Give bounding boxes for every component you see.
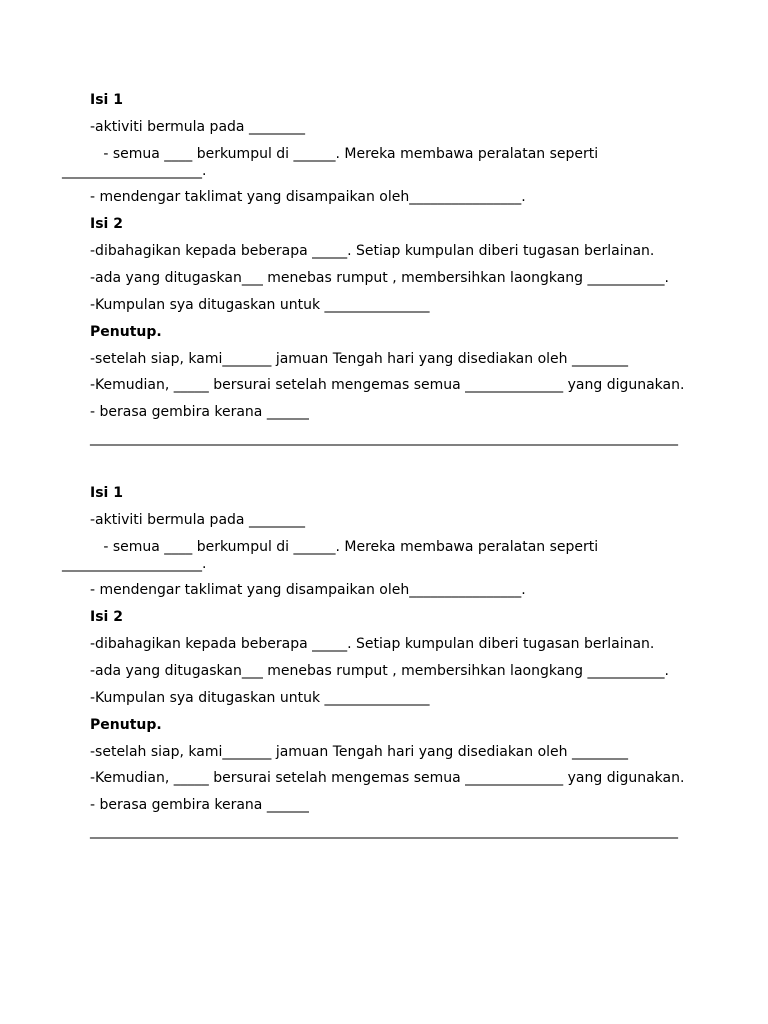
text-line: - mendengar taklimat yang disampaikan oleh________________. [90,582,526,598]
text-line: - mendengar taklimat yang disampaikan oleh________________. [90,189,526,205]
text-line-continuation: ____________________. [62,556,207,572]
isi-2-heading: Isi 2 [90,216,123,232]
text-line: - berasa gembira kerana ______ [90,404,309,420]
text-line: -Kemudian, _____ bersurai setelah mengemas semua ______________ yang digunakan. [90,377,685,393]
text-line: -Kumpulan sya ditugaskan untuk _______________ [90,690,430,706]
text-line: -aktiviti bermula pada ________ [90,119,305,135]
text-line-continuation: ____________________. [62,163,207,179]
isi-1-heading: Isi 1 [90,92,123,108]
text-line: - berasa gembira kerana ______ [90,797,309,813]
isi-1-heading: Isi 1 [90,485,123,501]
text-line: -Kemudian, _____ bersurai setelah mengemas semua ______________ yang digunakan. [90,770,685,786]
text-line: -Kumpulan sya ditugaskan untuk _______________ [90,297,430,313]
blank-answer-line: ____________________________________________________________________________________ [90,823,678,839]
text-line: -setelah siap, kami_______ jamuan Tengah hari yang disediakan oleh ________ [90,351,628,367]
isi-2-heading: Isi 2 [90,609,123,625]
text-line: - semua ____ berkumpul di ______. Mereka membawa peralatan seperti [90,539,599,555]
text-line: -ada yang ditugaskan___ menebas rumput , membersihkan laongkang ___________. [90,663,669,679]
text-line: - semua ____ berkumpul di ______. Mereka membawa peralatan seperti [90,146,599,162]
text-line: -dibahagikan kepada beberapa _____. Setiap kumpulan diberi tugasan berlainan. [90,243,655,259]
penutup-heading: Penutup. [90,717,162,733]
text-line: -aktiviti bermula pada ________ [90,512,305,528]
blank-answer-line: ____________________________________________________________________________________ [90,430,678,446]
penutup-heading: Penutup. [90,324,162,340]
text-line: -ada yang ditugaskan___ menebas rumput , membersihkan laongkang ___________. [90,270,669,286]
text-line: -dibahagikan kepada beberapa _____. Setiap kumpulan diberi tugasan berlainan. [90,636,655,652]
text-line: -setelah siap, kami_______ jamuan Tengah hari yang disediakan oleh ________ [90,744,628,760]
